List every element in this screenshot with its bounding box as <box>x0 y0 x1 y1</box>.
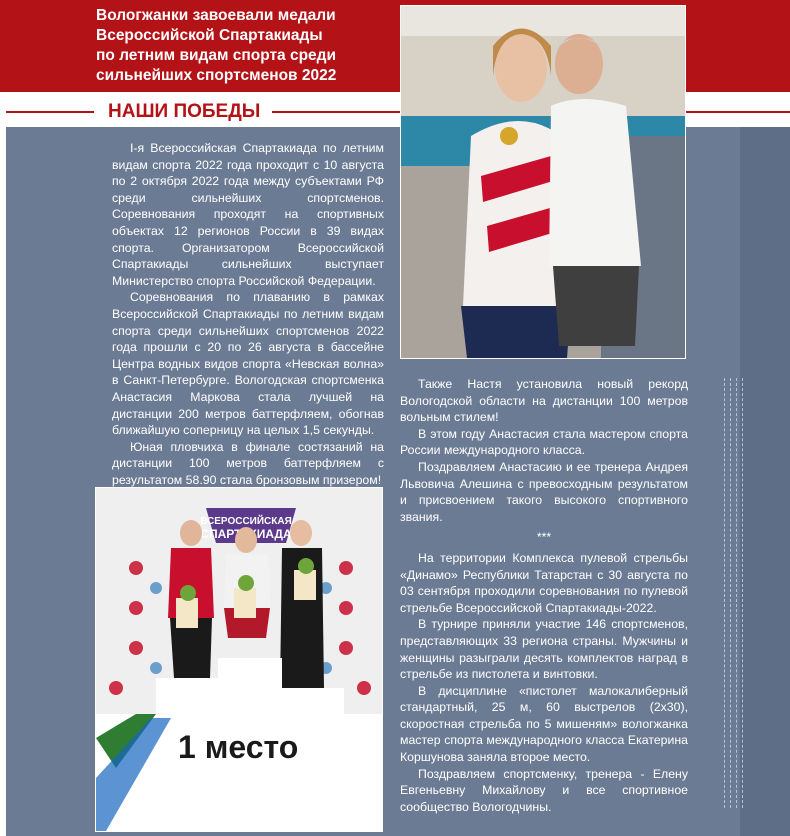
title-line-3: по летним видам спорта среди <box>96 47 337 64</box>
panel-edge-strip <box>740 127 790 836</box>
paragraph: В дисциплине «пистолет малокалиберный стандартный, 25 м, 60 выстрелов (2х30), скоростная стрельба по 5 мишеням» вологжанка мастер спорта международного класса Екатерина Коршунова заняла второе место. <box>400 683 688 765</box>
photo-podium-ceremony <box>95 487 383 832</box>
podium-caption: 1 место <box>178 729 299 765</box>
decorative-dashed-lines <box>722 378 746 808</box>
paragraph: Поздравляем спортсменку, тренера - Елену Евгеньевну Михайлову и все спортивное сообщество Вологодчины. <box>400 766 688 814</box>
article-title <box>96 6 396 86</box>
right-text-column <box>400 376 688 815</box>
photo-swimmer-with-coach <box>400 5 686 359</box>
paragraph: Поздравляем Анастасию и ее тренера Андрея Львовича Алешина с превосходным результатом и присвоением такого высокого спортивного звания. <box>400 459 688 524</box>
section-rule-far-right <box>686 111 790 113</box>
backdrop-line-1: ВСЕРОССИЙСКАЯ <box>200 516 292 527</box>
section-rule-right <box>272 111 400 113</box>
section-rule-left <box>6 111 94 113</box>
section-heading: НАШИ ПОБЕДЫ <box>108 101 261 122</box>
left-text-column <box>112 140 384 488</box>
section-separator: *** <box>536 530 552 545</box>
paragraph: В турнире приняли участие 146 спортсменов, представляющих 33 региона страны. Мужчины и женщины разыграли десять комплектов наград в стрельбе из пистолета и винтовки. <box>400 617 688 682</box>
title-line-4: сильнейших спортсменов 2022 <box>96 67 337 84</box>
paragraph: Юная пловчиха в финале состязаний на дистанции 100 метров баттерфляем с результатом 58.90 стала бронзовым призером! <box>112 439 384 487</box>
title-line-1: Вологжанки завоевали медали <box>96 7 336 24</box>
swimmer-photo-illustration <box>401 6 685 358</box>
paragraph: Соревнования по плаванию в рамках Всероссийской Спартакиады по летним видам спорта среди сильнейших спортсменов 2022 года прошли с 20 по 26 августа в бассейне Центра водных видов спорта «Невская волна» в Санкт-Петербурге. Вологодская спортсменка Анастасия Маркова стала лучшей на дистанции 200 метров баттерфляем, обогнав ближайшую соперницу на целых 1,5 секунды. <box>112 290 384 438</box>
podium-photo-illustration <box>96 488 382 831</box>
paragraph: В этом году Анастасия стала мастером спорта России международного класса. <box>400 426 688 458</box>
paragraph: Также Настя установила новый рекорд Вологодской области на дистанции 100 метров вольным стилем! <box>400 377 688 425</box>
title-line-2: Всероссийской Спартакиады <box>96 27 323 44</box>
paragraph: На территории Комплекса пулевой стрельбы «Динамо» Республики Татарстан с 30 августа по 03 сентября проходили соревнования по пулевой стрельбе Всероссийской Спартакиады-2022. <box>400 550 688 615</box>
paragraph: I-я Всероссийская Спартакиада по летним видам спорта 2022 года проходит с 10 августа по 2 октября 2022 года между субъектами РФ среди сильнейших спортсменов. Соревнования проходят на спортивных объектах 12 регионов России в 39 видах спорта. Организатором Всероссийской Спартакиады сильнейших выступает Министерство спорта Российской Федерации. <box>112 141 384 288</box>
